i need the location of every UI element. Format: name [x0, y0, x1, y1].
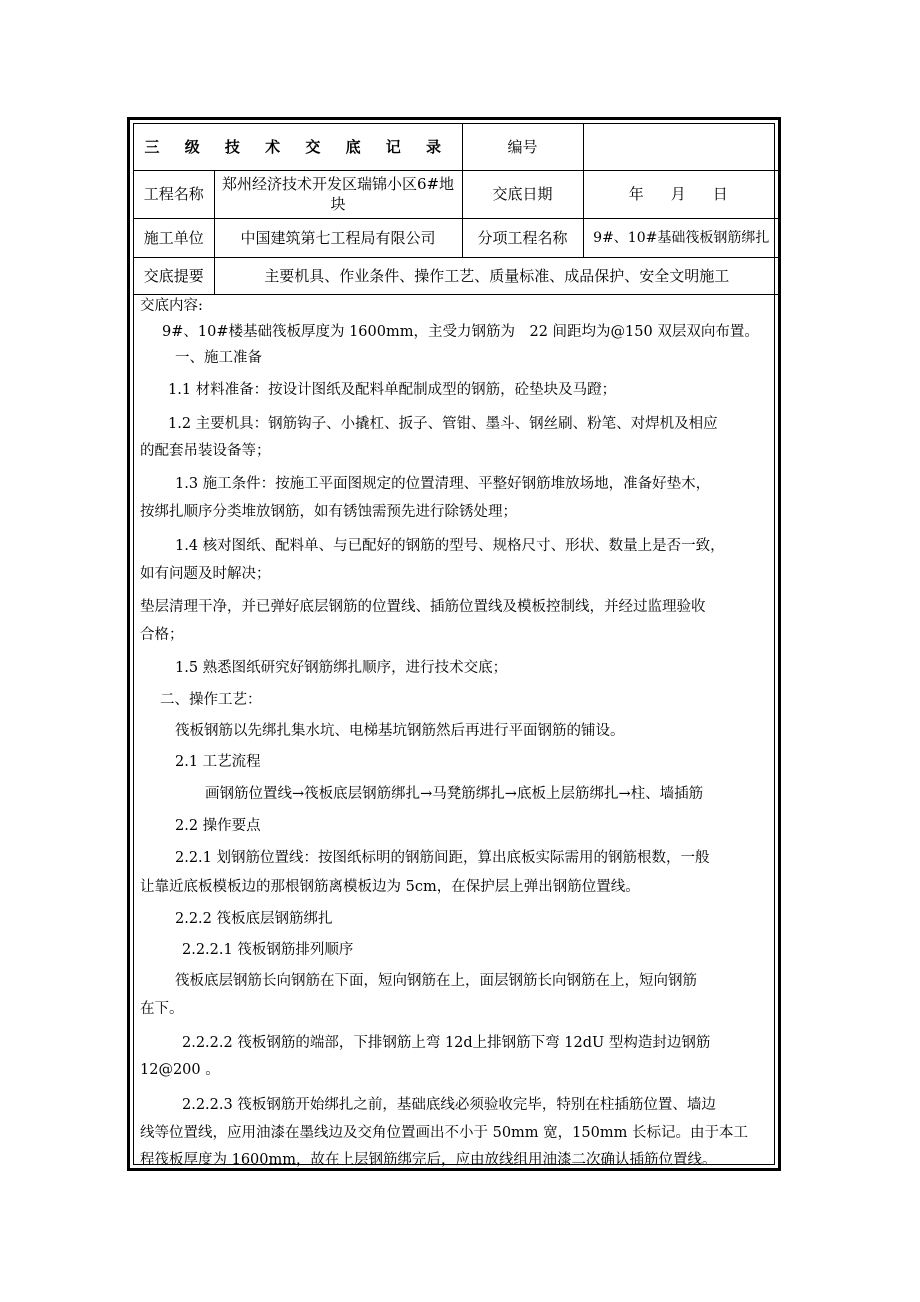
- content-line: 合格；: [140, 627, 184, 643]
- content-line: 2.2.2.1 筏板钢筋排列顺序: [182, 942, 354, 958]
- content-line: 12@200 。: [140, 1062, 220, 1078]
- header-table: [134, 124, 779, 295]
- content-line: 2.2.2.2 筏板钢筋的端部，下排钢筋上弯 12d上排钢筋下弯 12dU 型构造封边钢筋: [182, 1035, 711, 1051]
- content-line: 9#、10#楼基础筏板厚度为 1600mm，主受力钢筋为 22 间距均为@150 双层双向布置。: [162, 324, 759, 340]
- content-line: 2.2.2.3 筏板钢筋开始绑扎之前，基础底线必须验收完毕，特别在柱插筋位置、墙边: [182, 1097, 716, 1113]
- content-line: 1.2 主要机具：钢筋钩子、小撬杠、扳子、管钳、墨斗、钢丝刷、粉笔、对焊机及相应: [168, 416, 718, 432]
- content-line: 1.1 材料准备：按设计图纸及配料单配制成型的钢筋，砼垫块及马蹬；: [168, 382, 617, 398]
- unit-label: 施工单位: [134, 218, 214, 257]
- process-flow: 画钢筋位置线→筏板底层钢筋绑扎→马凳筋绑扎→底板上层筋绑扎→柱、墙插筋: [205, 786, 704, 802]
- section-heading: 二、操作工艺：: [160, 692, 262, 708]
- content-line: 1.5 熟悉图纸研究好钢筋绑扎顺序，进行技术交底；: [175, 660, 508, 676]
- summary-value: 主要机具、作业条件、操作工艺、质量标准、成品保护、安全文明施工: [214, 257, 779, 294]
- project-value: 郑州经济技术开发区瑞锦小区6#地块: [214, 170, 462, 218]
- content-line: 1.4 核对图纸、配料单、与已配好的钢筋的型号、规格尺寸、形状、数量上是否一致，: [175, 538, 725, 554]
- content-line: 让靠近底板模板边的那根钢筋离模板边为 5cm，在保护层上弹出钢筋位置线。: [140, 879, 640, 895]
- record-frame: [127, 117, 781, 1171]
- content-line: 筏板钢筋以先绑扎集水坑、电梯基坑钢筋然后再进行平面钢筋的铺设。: [175, 723, 625, 739]
- record-title: 三 级 技 术 交 底 记 录: [134, 124, 462, 170]
- content-line: 2.1 工艺流程: [175, 754, 261, 770]
- section-heading: 一、施工准备: [175, 350, 262, 366]
- number-label: 编号: [462, 124, 583, 170]
- content-line: 1.3 施工条件：按施工平面图规定的位置清理、平整好钢筋堆放场地，准备好垫木，: [175, 476, 711, 492]
- summary-label: 交底提要: [134, 257, 214, 294]
- unit-value: 中国建筑第七工程局有限公司: [214, 218, 462, 257]
- content-line: 2.2.1 划钢筋位置线：按图纸标明的钢筋间距，算出底板实际需用的钢筋根数，一般: [175, 850, 710, 866]
- subproject-label: 分项工程名称: [462, 218, 583, 257]
- content-line: 垫层清理干净，并已弹好底层钢筋的位置线、插筋位置线及模板控制线，并经过监理验收: [140, 599, 706, 615]
- number-value: [583, 124, 779, 170]
- content-line: 如有问题及时解决；: [140, 566, 271, 582]
- date-value: 年 月 日: [583, 170, 779, 218]
- content-line: 线等位置线，应用油漆在墨线边及交角位置画出不小于 50mm 宽，150mm 长标记。由于本工: [140, 1125, 748, 1141]
- project-label: 工程名称: [134, 170, 214, 218]
- content-heading: 交底内容:: [140, 298, 203, 314]
- content-line: 在下。: [140, 1001, 184, 1017]
- content-line: 2.2.2 筏板底层钢筋绑扎: [175, 911, 333, 927]
- date-label: 交底日期: [462, 170, 583, 218]
- subproject-value: 9#、10#基础筏板钢筋绑扎: [583, 218, 779, 257]
- content-line: 2.2 操作要点: [175, 818, 261, 834]
- content-line: 按绑扎顺序分类堆放钢筋，如有锈蚀需预先进行除锈处理；: [140, 504, 517, 520]
- content-line: 的配套吊装设备等；: [140, 443, 271, 459]
- record-inner-border: [133, 123, 775, 1168]
- content-line: 筏板底层钢筋长向钢筋在下面，短向钢筋在上，面层钢筋长向钢筋在上，短向钢筋: [175, 973, 697, 989]
- content-line: 程筏板厚度为 1600mm，故在上层钢筋绑完后，应由放线组用油漆二次确认插筋位置线。: [140, 1152, 717, 1168]
